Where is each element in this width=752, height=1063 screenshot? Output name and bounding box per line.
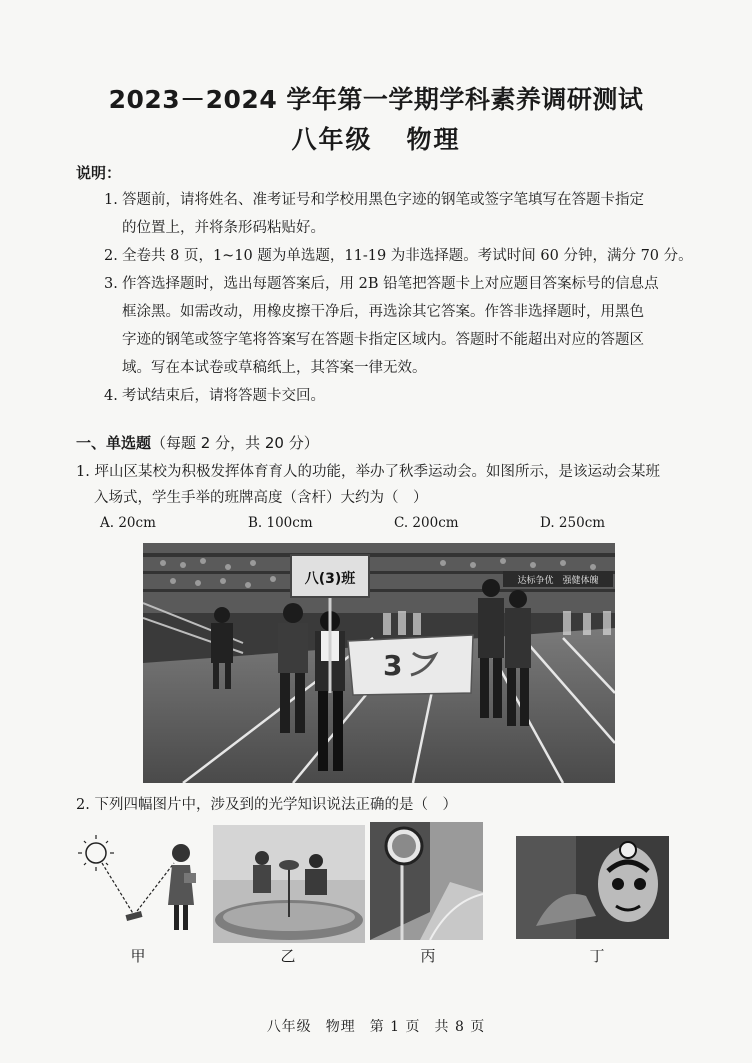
- figure-label-jia: 甲: [130, 947, 146, 965]
- instruction-item-2: 2. 全卷共 8 页，1~10 题为单选题，11-19 为非选择题。考试时间 60 分钟，满分 70 分。: [104, 248, 693, 264]
- option-c[interactable]: C. 200cm: [394, 515, 459, 531]
- exam-title: 2023－2024 学年第一学期学科素养调研测试: [108, 85, 644, 114]
- exam-subtitle: [0, 120, 752, 156]
- figure-label-bing: 丙: [420, 947, 436, 965]
- svg-text:3: 3: [383, 649, 403, 682]
- option-d[interactable]: D. 250cm: [540, 515, 606, 531]
- question-2-stem: 2. 下列四幅图片中，涉及到的光学知识说法正确的是（ ）: [76, 797, 457, 813]
- section-title: 一、单选题（每题 2 分，共 20 分）: [76, 434, 319, 452]
- figure-label-ding: 丁: [589, 947, 605, 965]
- class-sign-text: 八(3)班: [304, 571, 356, 587]
- figure-ding: [516, 836, 669, 939]
- option-a[interactable]: A. 20cm: [100, 515, 156, 531]
- page-footer: 八年级 物理 第 1 页 共 8 页: [266, 1019, 486, 1035]
- figure-yi: [213, 825, 365, 943]
- figure-label-yi: 乙: [280, 947, 296, 965]
- stand-banner-text: 达标争优 强健体魄: [517, 576, 599, 586]
- grade-label: 八年级: [291, 125, 373, 154]
- figure-bing: [370, 822, 483, 940]
- option-b[interactable]: B. 100cm: [248, 515, 313, 531]
- question-1-stem: 1. 坪山区某校为积极发挥体育育人的功能，举办了秋季运动会。如图所示，是该运动会某班 入场式，学生手举的班牌高度（含杆）大约为（ ）: [76, 464, 660, 506]
- sun-icon: [86, 843, 106, 863]
- instruction-item-3: 3. 作答选择题时，选出每题答案后，用 2B 铅笔把答题卡上对应题目答案标号的信息点 框涂黑。如需改动，用橡皮擦干净后，再选涂其它答案。作答非选择题时，用黑色 字迹的钢笔或签字笔将答案写在答题卡指定区域内。答题时不能超出对应的答题区 域。写在本试卷或草稿纸上，其答案一律无效。: [104, 276, 659, 376]
- instruction-item-4: 4. 考试结束后，请将答题卡交回。: [104, 388, 325, 404]
- parade-photo: [143, 543, 615, 783]
- instructions-heading: 说明：: [76, 164, 122, 182]
- subject-label: 物理: [406, 125, 461, 154]
- figure-jia: [76, 825, 206, 940]
- instruction-item-1: 1. 答题前，请将姓名、准考证号和学校用黑色字迹的钢笔或签字笔填写在答题卡指定 的位置上，并将条形码粘贴好。: [104, 192, 644, 236]
